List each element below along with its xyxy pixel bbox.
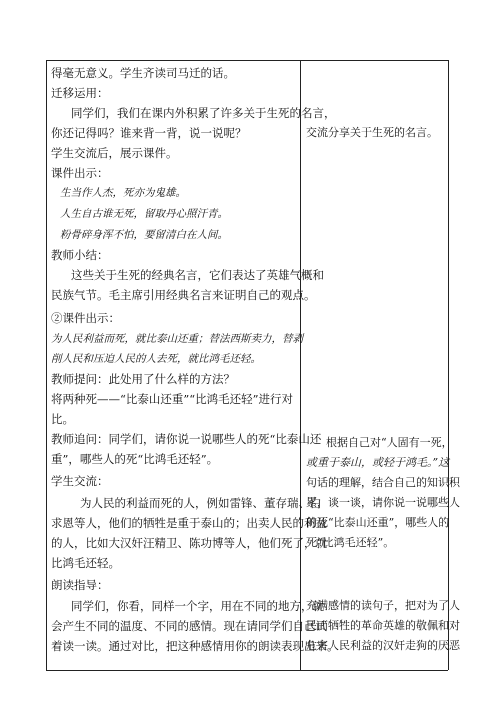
quote-line: 粉骨碎身浑不怕，要留清白在人间。: [60, 229, 228, 241]
text-line: 着读一读。通过对比，把这种感情用你的朗读表现出来。: [51, 639, 339, 653]
quote-line: 人生自古谁无死，留取丹心照汗青。: [60, 208, 228, 220]
text-line: 比。: [51, 412, 74, 426]
text-line: 教师追问：同学们，请你说一说哪些人的死“比泰山还: [51, 432, 322, 446]
table-column-divider: [300, 60, 301, 670]
text-line: 民族气节。毛主席引用经典名言来证明自己的观点。: [51, 288, 316, 302]
text-line: 学生交流后，展示课件。: [51, 146, 178, 160]
text-line: 危害人民利益的汉奸走狗的厌恶: [306, 639, 460, 652]
text-line: 教师小结：: [51, 248, 109, 262]
text-line: 根据自己对“人固有一死，: [326, 436, 453, 449]
text-line: 累，谈一谈，请你说一说哪些人: [306, 496, 460, 509]
quote-line: 削人民和压迫人民的人去死，就比鸿毛还轻。: [51, 353, 261, 365]
text-line: 重”，哪些人的死“比鸿毛还轻”。: [51, 452, 219, 466]
text-line: 你还记得吗？谁来背一背，说一说呢？: [51, 126, 247, 140]
text-line: 交流分享关于生死的名言。: [306, 126, 438, 139]
text-line: 同学们，我们在课内外积累了许多关于生死的名言，: [71, 106, 336, 120]
text-line: 将两种死——“比泰山还重”“比鸿毛还轻”进行对: [51, 392, 294, 406]
table-left-border: [46, 60, 47, 670]
text-line: ②课件出示：: [51, 311, 120, 325]
text-line: 比鸿毛还轻。: [51, 556, 120, 570]
text-line: 得毫无意义。学生齐读司马迁的话。: [51, 66, 235, 80]
text-line: 课件出示：: [51, 166, 109, 180]
text-line: 朗读指导：: [51, 578, 109, 592]
text-line: 学生交流：: [51, 474, 109, 488]
text-line: 的人，比如大汉奸汪精卫、陈功博等人，他们死了，就: [51, 536, 327, 550]
text-line: 同学们，你看，同样一个字，用在不同的地方，就: [71, 599, 324, 613]
table-top-border: [46, 60, 448, 61]
text-line: 民而牺牲的革命英雄的敬佩和对: [306, 619, 460, 632]
quote-line: 生当作人杰，死亦为鬼雄。: [60, 187, 186, 199]
table-right-border: [448, 60, 449, 670]
table-bottom-border: [46, 670, 448, 671]
text-line: 教师提问：此处用了什么样的方法？: [51, 372, 235, 386]
text-line: 的死“比泰山还重”，哪些人的: [306, 516, 450, 529]
text-line: 句话的理解，结合自己的知识积: [306, 476, 460, 489]
text-line: 死“比鸿毛还轻”。: [306, 536, 395, 549]
text-line: 充满感情的读句子，把对为了人: [306, 599, 460, 612]
text-line: 这些关于生死的经典名言，它们表达了英雄气概和: [71, 268, 324, 282]
text-line: 为人民的利益而死的人，例如雷锋、董存瑞、白: [80, 496, 322, 510]
text-line: 迁移运用：: [51, 86, 109, 100]
quote-line: 为人民利益而死，就比泰山还重；替法西斯卖力，替剥: [51, 333, 303, 345]
text-line: 求恩等人，他们的牺牲是重于泰山的；出卖人民的利益: [51, 516, 327, 530]
text-line: 或重于泰山，或轻于鸿毛。”这: [306, 456, 450, 469]
text-line: 会产生不同的温度、不同的感情。现在请同学们自己试: [51, 619, 327, 633]
